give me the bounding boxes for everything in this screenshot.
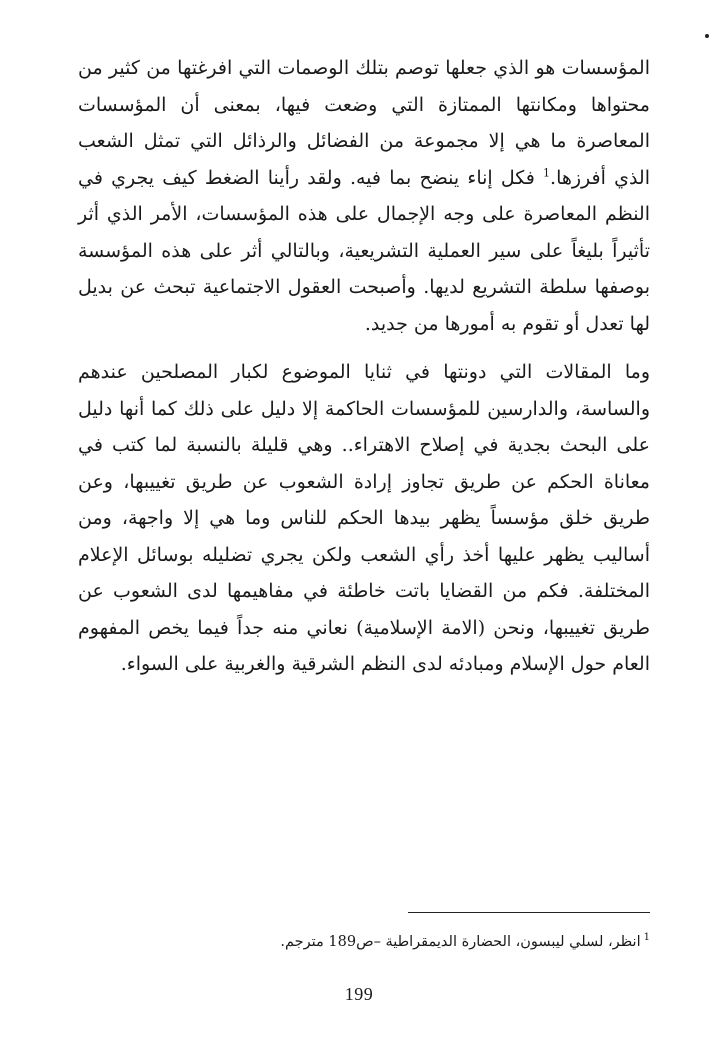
paragraph-1-text-a: المؤسسات هو الذي جعلها توصم بتلك الوصمات التي افرغتها من كثير من محتواها ومكانتها الممتازة التي وضعت فيها، بمعنى أن المؤسسات المعاصرة ما هي إلا مجموعة من الفضائل والرذائل التي تمثل الشعب الذي أفرزها. (78, 57, 650, 189)
body-paragraph-2: وما المقالات التي دونتها في ثنايا الموضوع لكبار المصلحين عندهم والساسة، والدارسين للمؤسسات الحاكمة إلا دليل على ذلك كما أنها دليل على البحث بجدية في إصلاح الاهتراء.. وهي قليلة بالنسبة لما كتب في معاناة الحكم عن طريق تجاوز إرادة الشعوب عن طريق تغييبها، وعن طريق خلق مؤسساً يظهر بيدها الحكم للناس وما هي إلا واجهة، ومن أساليب يظهر عليها أخذ رأي الشعب ولكن يجري تضليله بوسائل الإعلام المختلفة. فكم من القضايا باتت خاطئة في مفاهيمها لدى الشعوب عن طريق تغييبها، ونحن (الامة الإسلامية) نعاني منه جداً فيما يخص المفهوم العام حول الإسلام ومبادئه لدى النظم الشرقية والغربية على السواء. (78, 361, 650, 675)
footnote-text: انظر، لسلي ليبسون، الحضارة الديمقراطية –ص189 مترجم. (280, 934, 641, 950)
paragraph-1-text-b: فكل إناء ينضح بما فيه. ولقد رأينا الضغط كيف يجري في النظم المعاصرة على وجه الإجمال على هذه المؤسسات، الأمر الذي أثر تأثيراً بليغاً على سير العملية التشريعية، وبالتالي أثر على هذه المؤسسة بوصفها سلطة التشريع لديها. وأصبحت العقول الاجتماعية تبحث عن بديل لها تعدل أو تقوم به أمورها من جديد. (78, 166, 650, 335)
footnote-separator (408, 912, 650, 913)
body-paragraph-1 (78, 50, 650, 342)
footnote (200, 930, 650, 954)
footnote-number: 1 (643, 932, 650, 944)
scan-mark (705, 34, 709, 38)
page-number: 199 (344, 984, 374, 1004)
footnote-reference: 1 (543, 166, 551, 180)
